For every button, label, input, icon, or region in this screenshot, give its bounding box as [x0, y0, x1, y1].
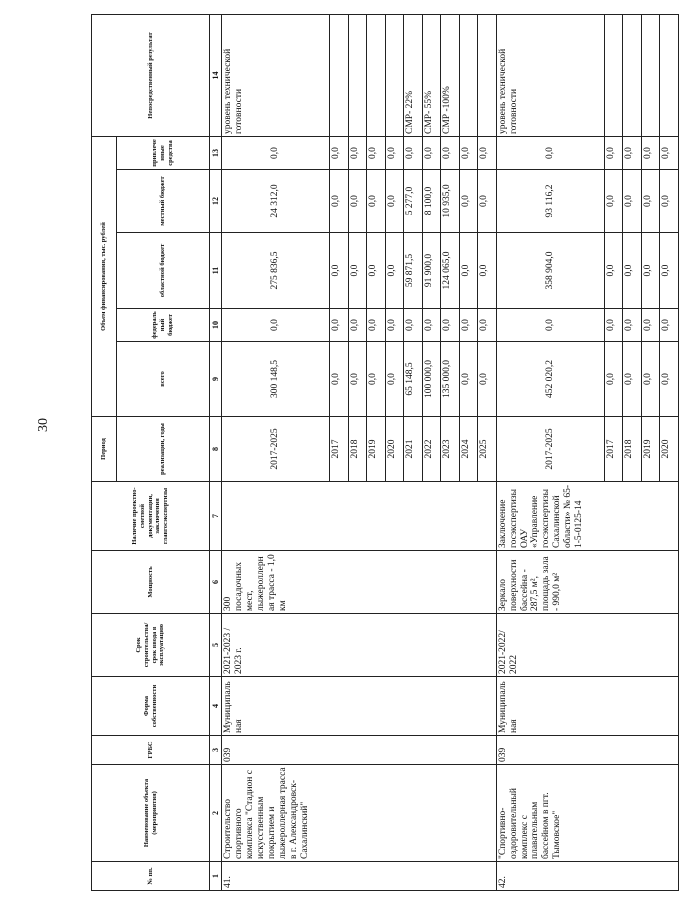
other-cell: 0,0	[623, 137, 642, 170]
header-ownership: Форма собственности	[92, 677, 210, 736]
federal-cell: 0,0	[641, 309, 660, 342]
total-cell: 0,0	[660, 342, 679, 417]
column-number: 11	[210, 233, 222, 309]
header-regional: областной бюджет	[117, 233, 210, 309]
other-cell: 0,0	[330, 137, 349, 170]
other-cell: 0,0	[348, 137, 367, 170]
result-cell	[604, 15, 623, 137]
financing-table	[91, 14, 679, 891]
other-cell: 0,0	[641, 137, 660, 170]
federal-cell: 0,0	[478, 309, 497, 342]
regional-cell: 0,0	[660, 233, 679, 309]
local-cell: 0,0	[348, 170, 367, 233]
federal-cell: 0,0	[385, 309, 404, 342]
header-other: привлеченные средства	[117, 137, 210, 170]
object-grbs: 039	[222, 736, 497, 765]
federal-cell: 0,0	[623, 309, 642, 342]
column-number: 6	[210, 551, 222, 614]
column-number: 9	[210, 342, 222, 417]
regional-cell: 0,0	[459, 233, 478, 309]
federal-cell: 0,0	[330, 309, 349, 342]
total-cell: 300 148,5	[222, 342, 330, 417]
local-cell: 93 116,2	[496, 170, 604, 233]
regional-cell: 0,0	[604, 233, 623, 309]
local-cell: 0,0	[385, 170, 404, 233]
period-cell: 2024	[459, 417, 478, 482]
header-deadline: Срок строительства/срок ввода в эксплуатацию	[92, 614, 210, 677]
result-cell: СМР- 55%	[422, 15, 441, 137]
federal-cell: 0,0	[441, 309, 460, 342]
period-cell: 2021	[404, 417, 423, 482]
period-cell: 2017-2025	[222, 417, 330, 482]
total-cell: 0,0	[385, 342, 404, 417]
federal-cell: 0,0	[367, 309, 386, 342]
period-cell: 2018	[623, 417, 642, 482]
result-cell: уровень технической готовности	[496, 15, 604, 137]
regional-cell: 0,0	[330, 233, 349, 309]
object-deadline: 2021-2023 / 2023 г.	[222, 614, 497, 677]
column-number: 12	[210, 170, 222, 233]
total-cell: 0,0	[459, 342, 478, 417]
period-cell: 2019	[641, 417, 660, 482]
local-cell: 0,0	[459, 170, 478, 233]
regional-cell: 0,0	[348, 233, 367, 309]
other-cell: 0,0	[404, 137, 423, 170]
total-cell: 0,0	[623, 342, 642, 417]
federal-cell: 0,0	[422, 309, 441, 342]
federal-cell: 0,0	[496, 309, 604, 342]
regional-cell: 0,0	[478, 233, 497, 309]
federal-cell: 0,0	[404, 309, 423, 342]
federal-cell: 0,0	[604, 309, 623, 342]
federal-cell: 0,0	[459, 309, 478, 342]
local-cell: 0,0	[641, 170, 660, 233]
total-cell: 0,0	[330, 342, 349, 417]
other-cell: 0,0	[422, 137, 441, 170]
other-cell: 0,0	[459, 137, 478, 170]
local-cell: 5 277,0	[404, 170, 423, 233]
regional-cell: 124 065,0	[441, 233, 460, 309]
result-cell	[385, 15, 404, 137]
total-cell: 65 148,5	[404, 342, 423, 417]
total-cell: 100 000,0	[422, 342, 441, 417]
header-funding-group: Объем финансирования, тыс. рублей	[92, 137, 117, 417]
local-cell: 8 100,0	[422, 170, 441, 233]
total-cell: 0,0	[367, 342, 386, 417]
other-cell: 0,0	[478, 137, 497, 170]
header-period-group: Период	[92, 417, 117, 482]
regional-cell: 275 836,5	[222, 233, 330, 309]
total-cell: 0,0	[604, 342, 623, 417]
local-cell: 10 935,0	[441, 170, 460, 233]
result-cell	[348, 15, 367, 137]
other-cell: 0,0	[660, 137, 679, 170]
result-cell: уровень технической готовности	[222, 15, 330, 137]
period-cell: 2019	[367, 417, 386, 482]
object-name: Строительство спортивного комплекса "Стадион с искусственным покрытием и лыжероллерная трасса в г. Александровск-Сахалинский"	[222, 765, 497, 862]
object-deadline: 2021-2022/ 2022	[496, 614, 678, 677]
regional-cell: 0,0	[367, 233, 386, 309]
period-cell: 2025	[478, 417, 497, 482]
table-row	[496, 15, 604, 891]
other-cell: 0,0	[441, 137, 460, 170]
column-number: 13	[210, 137, 222, 170]
local-cell: 0,0	[623, 170, 642, 233]
column-number: 8	[210, 417, 222, 482]
header-result: Непосредственный результат	[92, 15, 210, 137]
regional-cell: 0,0	[641, 233, 660, 309]
result-cell	[478, 15, 497, 137]
regional-cell: 91 900,0	[422, 233, 441, 309]
other-cell: 0,0	[222, 137, 330, 170]
result-cell	[623, 15, 642, 137]
regional-cell: 0,0	[623, 233, 642, 309]
result-cell	[330, 15, 349, 137]
column-number: 1	[210, 862, 222, 891]
object-number: 42.	[496, 862, 678, 891]
column-number: 4	[210, 677, 222, 736]
header-docs: Наличие проектно-сметной документации, заключения главгосэкспертизы	[92, 482, 210, 551]
result-cell	[367, 15, 386, 137]
period-cell: 2017	[604, 417, 623, 482]
object-name: "Спортивно-оздоровительный комплекс с плавательным бассейном в пгт. Тымовское"	[496, 765, 678, 862]
object-docs: Заключение госэкспертизы ОАУ «Управление госэкспертизы Сахалинской области» № 65-1-5-0125-14	[496, 482, 678, 551]
table-row	[222, 15, 330, 891]
column-number-row	[210, 15, 222, 891]
header-local: местный бюджет	[117, 170, 210, 233]
local-cell: 0,0	[367, 170, 386, 233]
local-cell: 0,0	[330, 170, 349, 233]
result-cell	[459, 15, 478, 137]
federal-cell: 0,0	[348, 309, 367, 342]
column-number: 10	[210, 309, 222, 342]
column-number: 14	[210, 15, 222, 137]
object-grbs: 039	[496, 736, 678, 765]
header-num: № пп.	[92, 862, 210, 891]
local-cell: 24 312,0	[222, 170, 330, 233]
other-cell: 0,0	[385, 137, 404, 170]
result-cell	[660, 15, 679, 137]
object-number: 41.	[222, 862, 497, 891]
other-cell: 0,0	[496, 137, 604, 170]
local-cell: 0,0	[478, 170, 497, 233]
result-cell	[641, 15, 660, 137]
federal-cell: 0,0	[222, 309, 330, 342]
column-number: 5	[210, 614, 222, 677]
object-ownership: Муниципальная	[222, 677, 497, 736]
federal-cell: 0,0	[660, 309, 679, 342]
column-number: 3	[210, 736, 222, 765]
regional-cell: 0,0	[385, 233, 404, 309]
period-cell: 2020	[385, 417, 404, 482]
period-cell: 2022	[422, 417, 441, 482]
object-ownership: Муниципальная	[496, 677, 678, 736]
regional-cell: 59 871,5	[404, 233, 423, 309]
object-docs	[222, 482, 497, 551]
other-cell: 0,0	[367, 137, 386, 170]
period-cell: 2020	[660, 417, 679, 482]
column-number: 7	[210, 482, 222, 551]
header-capacity: Мощность	[92, 551, 210, 614]
header-total: всего	[117, 342, 210, 417]
page-number: 30	[36, 418, 51, 432]
column-number: 2	[210, 765, 222, 862]
object-capacity: 300 посадочных мест, лыжероллерная трасса - 1,0 км	[222, 551, 497, 614]
header-federal: федеральный бюджет	[117, 309, 210, 342]
period-cell: 2018	[348, 417, 367, 482]
header-period: реализации, годы	[117, 417, 210, 482]
total-cell: 0,0	[478, 342, 497, 417]
other-cell: 0,0	[604, 137, 623, 170]
regional-cell: 358 904,0	[496, 233, 604, 309]
total-cell: 452 020,2	[496, 342, 604, 417]
local-cell: 0,0	[604, 170, 623, 233]
period-cell: 2023	[441, 417, 460, 482]
local-cell: 0,0	[660, 170, 679, 233]
result-cell: СМР- 22%	[404, 15, 423, 137]
header-name: Наименование объекта (мероприятия)	[92, 765, 210, 862]
rotated-table-container	[91, 15, 672, 891]
table-body	[222, 15, 679, 891]
period-cell: 2017-2025	[496, 417, 604, 482]
header-grbs: ГРБС	[92, 736, 210, 765]
result-cell: СМР -100%	[441, 15, 460, 137]
object-capacity: Зеркало поверхности бассейна - 287,5 м², площадь зала - 990,0 м²	[496, 551, 678, 614]
total-cell: 0,0	[641, 342, 660, 417]
total-cell: 0,0	[348, 342, 367, 417]
total-cell: 135 000,0	[441, 342, 460, 417]
period-cell: 2017	[330, 417, 349, 482]
